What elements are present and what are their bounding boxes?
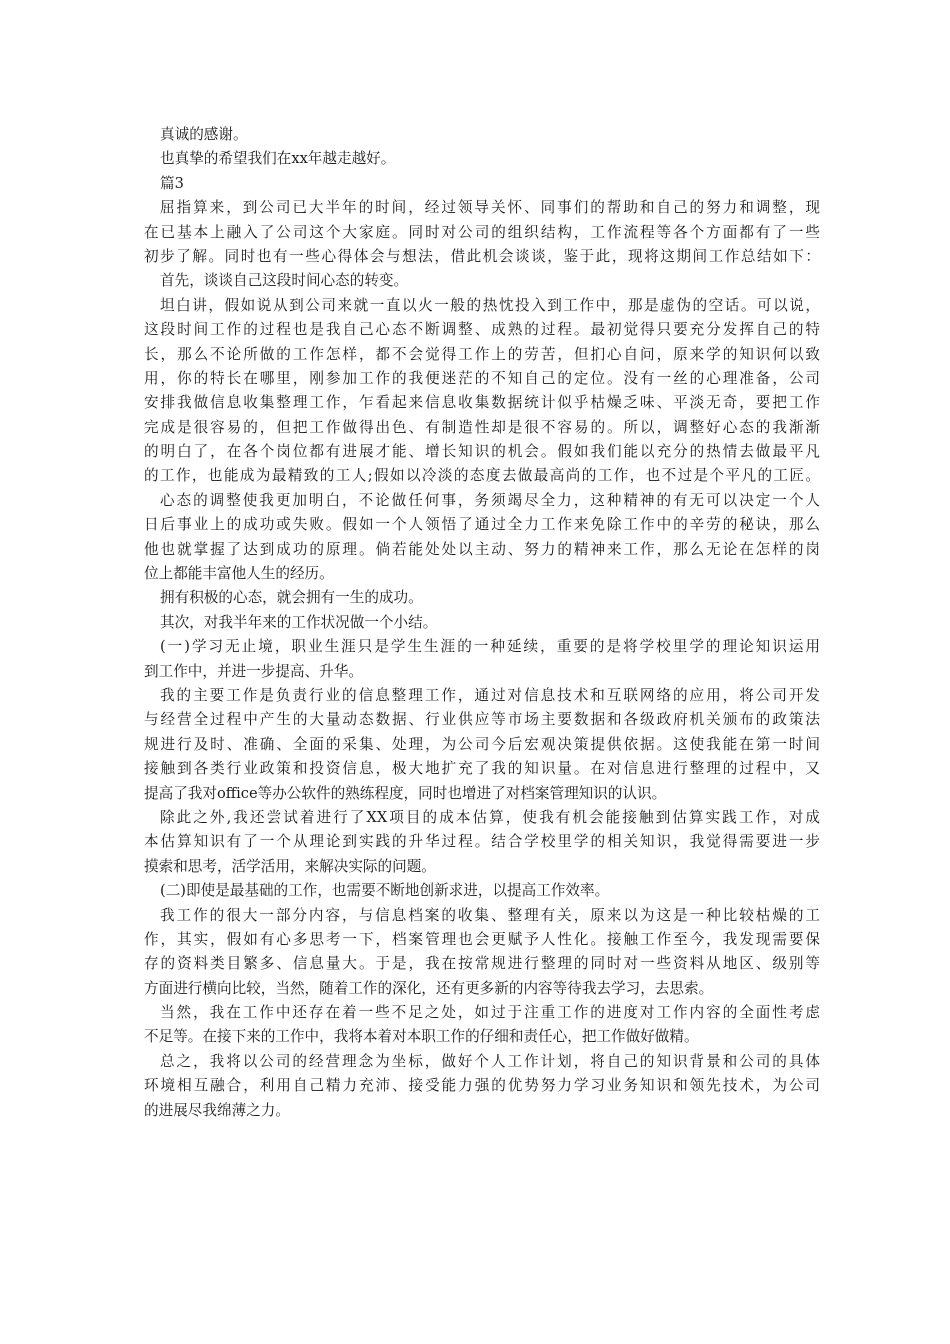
text-line: 总之，我将以公司的经营理念为坐标，做好个人工作计划，将自己的知识背景和公司的具体 — [160, 1052, 820, 1070]
text-line: (二)即使是最基础的工作，也需要不断地创新求进，以提高工作效率。 — [160, 882, 610, 900]
text-line: 真诚的感谢。 — [160, 126, 248, 143]
text-line: (一)学习无止境，职业生涯只是学生生涯的一种延续，重要的是将学校里学的理论知识运用 — [160, 638, 820, 656]
text-line: 这段时间工作的过程也是我自己心态不断调整、成熟的过程。最初觉得只要充分发挥自己的特 — [144, 321, 820, 339]
text-line: 接触到各类行业政策和投资信息，极大地扩充了我的知识量。在对信息进行整理的过程中，又 — [144, 760, 820, 778]
text-line: 当然，我在工作中还存在着一些不足之处，如过于注重工作的进度对工作内容的全面性考虑 — [160, 1004, 820, 1022]
text-line: 到工作中，并进一步提高、升华。 — [144, 662, 363, 680]
text-line: 方面进行横向比较，当然，随着工作的深化，还有更多新的内容等待我去学习，去思索。 — [144, 979, 714, 997]
text-line: 其次，对我半年来的工作状况做一个小结。 — [160, 613, 438, 631]
text-line: 存的资料类目繁多、信息量大。于是，我在按常规进行整理的同时对一些资料从地区、级别等 — [144, 955, 820, 973]
text-line: 屈指算来，到公司已大半年的时间，经过领导关怀、同事们的帮助和自己的努力和调整，现 — [160, 199, 820, 217]
text-line: 也真挚的希望我们在xx年越走越好。 — [160, 150, 396, 168]
text-line: 的明白了，在各个岗位都有进展才能、增长知识的机会。假如我们能以充分的热情去做最平凡 — [144, 443, 820, 461]
text-line: 除此之外,我还尝试着进行了XX项目的成本估算，使我有机会能接触到估算实践工作，对成 — [160, 808, 820, 826]
text-line: 不足等。在接下来的工作中，我将本着对本职工作的仔细和责任心，把工作做好做精。 — [144, 1028, 699, 1046]
text-line: 心态的调整使我更加明白，不论做任何事，务须竭尽全力，这种精神的有无可以决定一个人 — [160, 491, 820, 509]
text-line: 长，那么不论所做的工作怎样，都不会觉得工作上的劳苦，但扪心自问，原来学的知识何以致 — [144, 345, 820, 363]
text-line: 本估算知识有了一个从理论到实践的升华过程。结合学校里学的相关知识，我觉得需要进一步 — [144, 833, 820, 851]
text-line: 他也就掌握了达到成功的原理。倘若能处处以主动、努力的精神来工作，那么无论在怎样的岗 — [144, 540, 820, 558]
text-line: 我工作的很大一部分内容，与信息档案的收集、整理有关，原来以为这是一种比较枯燥的工 — [160, 906, 820, 924]
text-line: 完成是很容易的，但把工作做得出色、有制造性却是很不容易的。所以，调整好心态的我渐渐 — [144, 418, 820, 436]
text-line: 首先，谈谈自己这段时间心态的转变。 — [160, 272, 409, 290]
text-line: 初步了解。同时也有一些心得体会与想法，借此机会谈谈，鉴于此，现将这期间工作总结如下： — [144, 247, 820, 265]
text-line: 安排我做信息收集整理工作，乍看起来信息收集数据统计似乎枯燥乏味、平淡无奇，要把工作 — [144, 394, 820, 412]
text-line: 我的主要工作是负责行业的信息整理工作，通过对信息技术和互联网络的应用，将公司开发 — [160, 686, 820, 704]
text-line: 坦白讲，假如说从到公司来就一直以火一般的热忱投入到工作中，那是虚伪的空话。可以说， — [160, 296, 820, 314]
text-line: 位上都能丰富他人生的经历。 — [144, 565, 334, 583]
document-body — [144, 123, 820, 1123]
text-line: 摸索和思考，活学活用，来解决实际的问题。 — [144, 857, 436, 875]
text-line: 提高了我对office等办公软件的熟练程度，同时也增进了对档案管理知识的认识。 — [144, 784, 667, 802]
text-line: 用，你的特长在哪里，刚参加工作的我便迷茫的不知自己的定位。没有一丝的心理准备，公司 — [144, 369, 820, 387]
text-line: 拥有积极的心态，就会拥有一生的成功。 — [160, 589, 423, 607]
text-line: 的工作，也能成为最精致的工人;假如以冷淡的态度去做最高尚的工作，也不过是个平凡的工匠。 — [144, 467, 820, 485]
text-line: 篇3 — [160, 174, 184, 192]
text-line: 的进展尽我绵薄之力。 — [144, 1101, 290, 1119]
text-line: 与经营全过程中产生的大量动态数据、行业供应等市场主要数据和各级政府机关颁布的政策法 — [144, 711, 820, 729]
text-line: 在已基本上融入了公司这个大家庭。同时对公司的组织结构，工作流程等各个方面都有了一些 — [144, 223, 820, 241]
text-line: 作，其实，假如有心多思考一下，档案管理也会更赋予人性化。接触工作至今，我发现需要保 — [144, 930, 820, 948]
text-line: 日后事业上的成功或失败。假如一个人领悟了通过全力工作来免除工作中的辛劳的秘诀，那么 — [144, 516, 820, 534]
text-line: 规进行及时、准确、全面的采集、处理，为公司今后宏观决策提供依据。这使我能在第一时间 — [144, 735, 820, 753]
text-line: 环境相互融合，利用自己精力充沛、接受能力强的优势努力学习业务知识和领先技术，为公司 — [144, 1077, 820, 1095]
